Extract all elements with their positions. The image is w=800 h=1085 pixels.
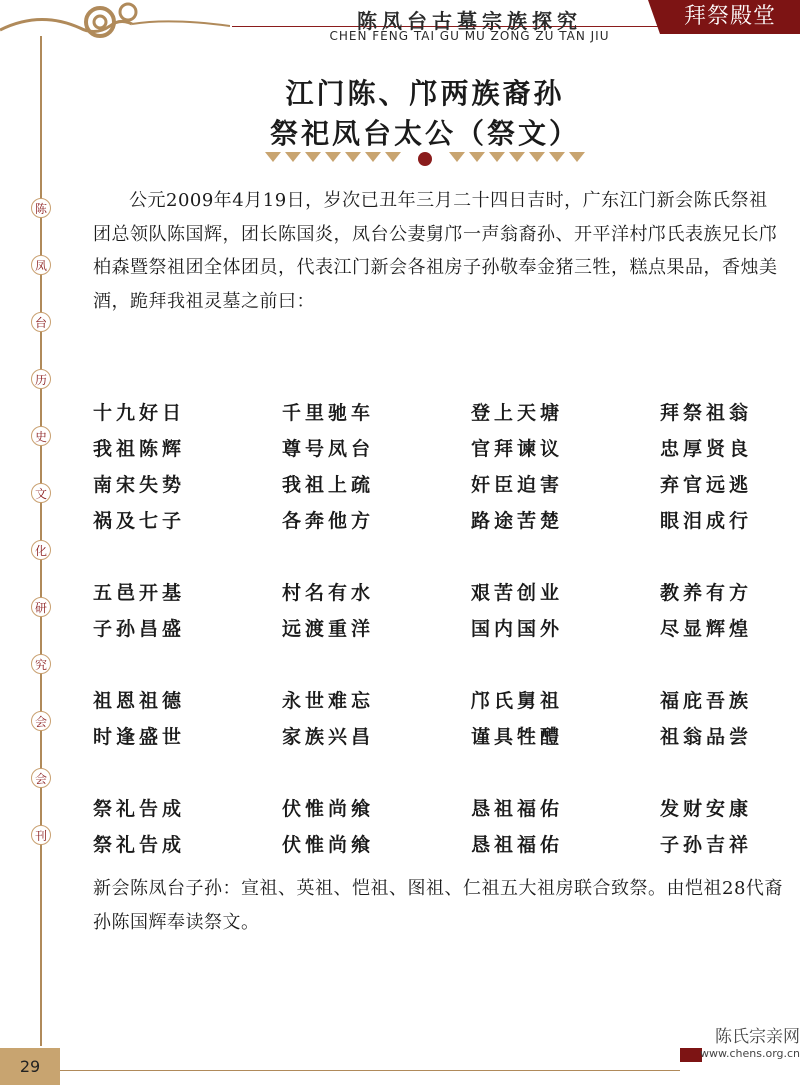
verse-phrase: 邝氏舅祖 xyxy=(471,690,564,712)
verse-phrase: 伏惟尚飨 xyxy=(282,798,375,820)
sidebar-char: 台 xyxy=(31,312,51,332)
intro-paragraph: 公元2009年4月19日，岁次已丑年三月二十四日吉时，广东江门新会陈氏祭祖团总领队陈国辉，团长陈国炎，凤台公妻舅邝一声翁裔孙、开平洋村邝氏表族兄长邝柏森暨祭祖团全体团员，代表江门新会各祖房子孙敬奉金猪三牲，糕点果品，香烛美酒，跪拜我祖灵墓之前曰： xyxy=(93,190,778,312)
sidebar-char: 会 xyxy=(31,768,51,788)
verse-row xyxy=(93,794,783,830)
verse-phrase: 艰苦创业 xyxy=(471,582,564,604)
verse-row xyxy=(93,470,783,506)
verse-phrase: 眼泪成行 xyxy=(660,510,753,532)
verse-phrase: 谨具牲醴 xyxy=(471,726,564,748)
verse-phrase: 子孙昌盛 xyxy=(93,618,186,640)
sidebar-char: 文 xyxy=(31,483,51,503)
verse-row xyxy=(93,722,783,758)
verse-phrase: 忠厚贤良 xyxy=(660,438,753,460)
verse-row xyxy=(93,686,783,722)
footer-ornament-icon xyxy=(680,1048,702,1062)
verse-phrase: 恳祖福佑 xyxy=(471,834,564,856)
verse-phrase: 千里驰车 xyxy=(282,402,375,424)
verse-phrase: 祭礼告成 xyxy=(93,798,186,820)
verse-phrase: 尊号凤台 xyxy=(282,438,375,460)
verse-phrase: 路途苦楚 xyxy=(471,510,564,532)
sidebar-char: 研 xyxy=(31,597,51,617)
verse-phrase: 时逢盛世 xyxy=(93,726,186,748)
footer-rule xyxy=(60,1070,680,1071)
verse-phrase: 我祖陈辉 xyxy=(93,438,186,460)
verse-row xyxy=(93,434,783,470)
stanza-gap xyxy=(93,758,783,794)
verse-phrase: 奸臣迫害 xyxy=(471,474,564,496)
eulogy-verses xyxy=(93,398,783,866)
verse-phrase: 各奔他方 xyxy=(282,510,375,532)
verse-row xyxy=(93,506,783,542)
verse-phrase: 永世难忘 xyxy=(282,690,375,712)
cloud-ornament-icon xyxy=(0,0,230,48)
verse-phrase: 南宋失势 xyxy=(93,474,186,496)
sidebar-char: 究 xyxy=(31,654,51,674)
verse-phrase: 伏惟尚飨 xyxy=(282,834,375,856)
verse-phrase: 福庇吾族 xyxy=(660,690,753,712)
sidebar-char: 历 xyxy=(31,369,51,389)
verse-phrase: 教养有方 xyxy=(660,582,753,604)
verse-phrase: 五邑开基 xyxy=(93,582,186,604)
verse-phrase: 我祖上疏 xyxy=(282,474,375,496)
verse-row xyxy=(93,830,783,866)
verse-phrase: 发财安康 xyxy=(660,798,753,820)
verse-phrase: 国内国外 xyxy=(471,618,564,640)
section-tab: 拜祭殿堂 xyxy=(660,0,800,34)
verse-phrase: 弃官远逃 xyxy=(660,474,753,496)
verse-phrase: 远渡重洋 xyxy=(282,618,375,640)
verse-phrase: 十九好日 xyxy=(93,402,186,424)
verse-phrase: 祸及七子 xyxy=(93,510,186,532)
journal-subtitle: CHEN FENG TAI GU MU ZONG ZU TAN JIU xyxy=(329,29,610,43)
sidebar-char: 凤 xyxy=(31,255,51,275)
sidebar-char: 会 xyxy=(31,711,51,731)
verse-phrase: 祭礼告成 xyxy=(93,834,186,856)
sidebar-char: 史 xyxy=(31,426,51,446)
article-title xyxy=(150,74,700,154)
verse-row xyxy=(93,578,783,614)
title-divider-ornament-icon xyxy=(255,146,595,168)
watermark-url: www.chens.org.cn xyxy=(700,1047,800,1060)
verse-phrase: 登上天塘 xyxy=(471,402,564,424)
verse-row xyxy=(93,614,783,650)
page-header xyxy=(0,0,800,50)
verse-phrase: 村名有水 xyxy=(282,582,375,604)
article-title-line1: 江门陈、邝两族裔孙 xyxy=(285,77,565,110)
watermark xyxy=(700,1022,800,1060)
article-title-line2: 祭祀凤台太公（祭文） xyxy=(269,117,580,150)
verse-phrase: 拜祭祖翁 xyxy=(660,402,753,424)
stanza-gap xyxy=(93,542,783,578)
sidebar-char: 化 xyxy=(31,540,51,560)
verse-row xyxy=(93,398,783,434)
verse-phrase: 家族兴昌 xyxy=(282,726,375,748)
verse-phrase: 祖翁品尝 xyxy=(660,726,753,748)
verse-phrase: 官拜谏议 xyxy=(471,438,564,460)
verse-phrase: 尽显辉煌 xyxy=(660,618,753,640)
verse-phrase: 恳祖福佑 xyxy=(471,798,564,820)
verse-phrase: 子孙吉祥 xyxy=(660,834,753,856)
stanza-gap xyxy=(93,650,783,686)
sidebar-vertical-label xyxy=(31,198,51,882)
sidebar-char: 刊 xyxy=(31,825,51,845)
journal-title: 陈凤台古墓宗族探究 xyxy=(357,9,582,33)
verse-phrase: 祖恩祖德 xyxy=(93,690,186,712)
sidebar-char: 陈 xyxy=(31,198,51,218)
watermark-name: 陈氏宗亲网 xyxy=(715,1027,800,1047)
page-number: 29 xyxy=(0,1048,60,1085)
closing-paragraph: 新会陈凤台子孙：宣祖、英祖、恺祖、图祖、仁祖五大祖房联合致祭。由恺祖28代裔孙陈国辉奉读祭文。 xyxy=(93,878,783,933)
